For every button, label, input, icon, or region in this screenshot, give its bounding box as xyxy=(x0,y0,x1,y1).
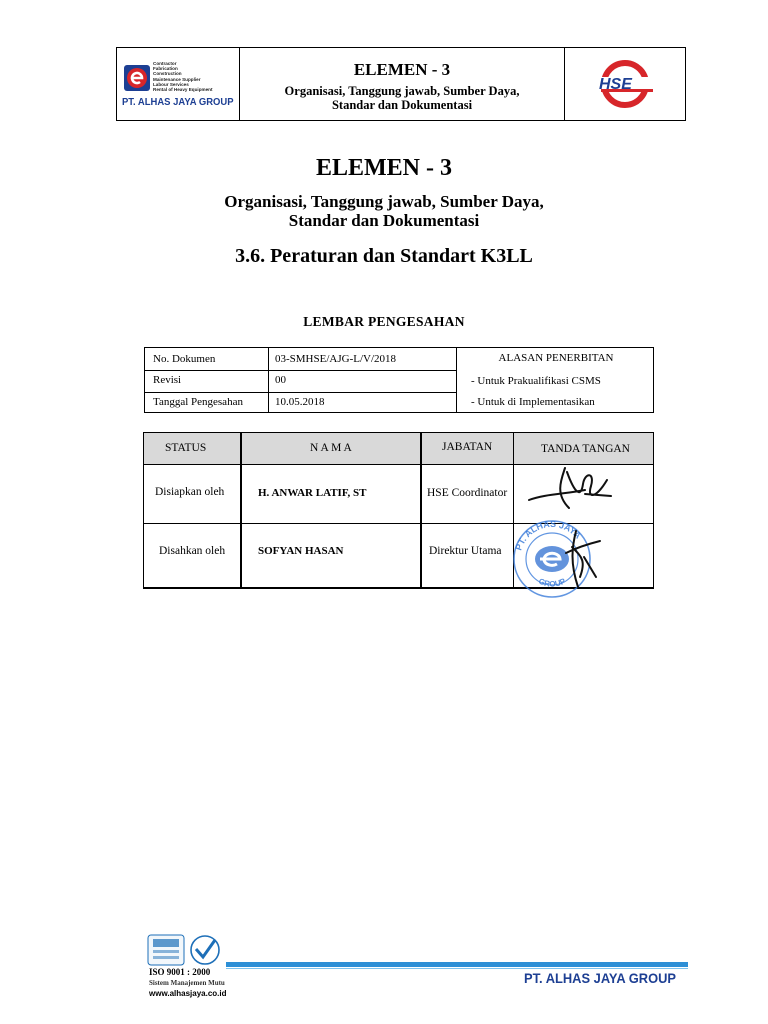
section-title: 3.6. Peraturan dan Standart K3LL xyxy=(235,245,533,267)
service-item: Maintenance Supplier xyxy=(153,76,201,82)
doc-info-value: 10.05.2018 xyxy=(275,396,325,408)
footer-rule xyxy=(226,962,688,967)
company-logo-block xyxy=(117,48,240,120)
doc-info-label: No. Dokumen xyxy=(153,353,216,365)
table-row xyxy=(145,392,457,414)
header-title: ELEMEN - 3 xyxy=(353,60,451,79)
footer-company-name: PT. ALHAS JAYA GROUP xyxy=(524,970,676,986)
row-nama: SOFYAN HASAN xyxy=(258,545,344,557)
page-subtitle xyxy=(0,192,768,230)
service-item: Construction xyxy=(153,71,182,77)
table-row xyxy=(145,370,457,392)
header-nama: N A M A xyxy=(310,442,352,454)
doc-info-label: Revisi xyxy=(153,374,182,386)
svg-text:GROUP xyxy=(537,576,567,588)
reason-item: - Untuk Prakualifikasi CSMS xyxy=(471,375,601,387)
approval-heading: LEMBAR PENGESAHAN xyxy=(303,314,465,329)
reason-header: ALASAN PENERBITAN xyxy=(498,352,614,364)
service-item: Contractor xyxy=(153,61,177,66)
service-item: Labour Services xyxy=(153,81,189,87)
service-item: Rental of Heavy Equipment xyxy=(153,87,213,93)
stamp-text-top: PT. ALHAS JAYA xyxy=(513,518,584,552)
iso-label: ISO 9001 : 2000 xyxy=(149,967,211,977)
row-nama: H. ANWAR LATIF, ST xyxy=(258,487,367,499)
row-status: Disiapkan oleh xyxy=(155,486,225,498)
row-jabatan: HSE Coordinator xyxy=(427,487,508,499)
reason-item: - Untuk di Implementasikan xyxy=(471,396,595,408)
header-status: STATUS xyxy=(165,442,207,454)
page-title: ELEMEN - 3 xyxy=(315,155,452,181)
table-row xyxy=(145,348,457,370)
iso-subtitle: Sistem Manajemen Mutu xyxy=(149,979,225,987)
iso-certification-icon xyxy=(147,934,223,966)
header-subtitle-line1: Organisasi, Tanggung jawab, Sumber Daya, xyxy=(284,84,520,98)
company-services-list xyxy=(153,61,212,92)
hse-logo-block xyxy=(565,48,685,120)
service-item: Fabrication xyxy=(153,66,178,72)
header-subtitle-line2: Standar dan Dokumentasi xyxy=(331,98,473,112)
company-stamp-icon xyxy=(506,517,606,601)
stamp-text-bottom: GROUP xyxy=(537,576,567,589)
website-link[interactable]: www.alhasjaya.co.id xyxy=(149,989,227,998)
header-tanda-tangan: TANDA TANGAN xyxy=(541,443,630,455)
page-subtitle-line2: Standar dan Dokumentasi xyxy=(288,211,480,230)
footer-rule-light xyxy=(226,968,688,969)
document-header xyxy=(116,47,686,121)
row-status: Disahkan oleh xyxy=(159,545,226,557)
company-name: PT. ALHAS JAYA GROUP xyxy=(122,96,234,108)
row-jabatan: Direktur Utama xyxy=(429,545,502,557)
doc-info-label: Tanggal Pengesahan xyxy=(153,396,243,408)
header-title-block xyxy=(240,48,565,120)
page-subtitle-line1: Organisasi, Tanggung jawab, Sumber Daya, xyxy=(224,192,544,211)
document-info-table xyxy=(144,347,654,413)
hse-logo-text: HSE xyxy=(599,76,632,93)
hse-logo-icon xyxy=(591,60,659,108)
signature-hse-coordinator xyxy=(525,464,615,512)
header-jabatan: JABATAN xyxy=(442,441,493,453)
doc-info-value: 00 xyxy=(275,374,286,386)
doc-info-value: 03-SMHSE/AJG-L/V/2018 xyxy=(275,353,397,365)
company-logo-icon xyxy=(124,65,150,91)
